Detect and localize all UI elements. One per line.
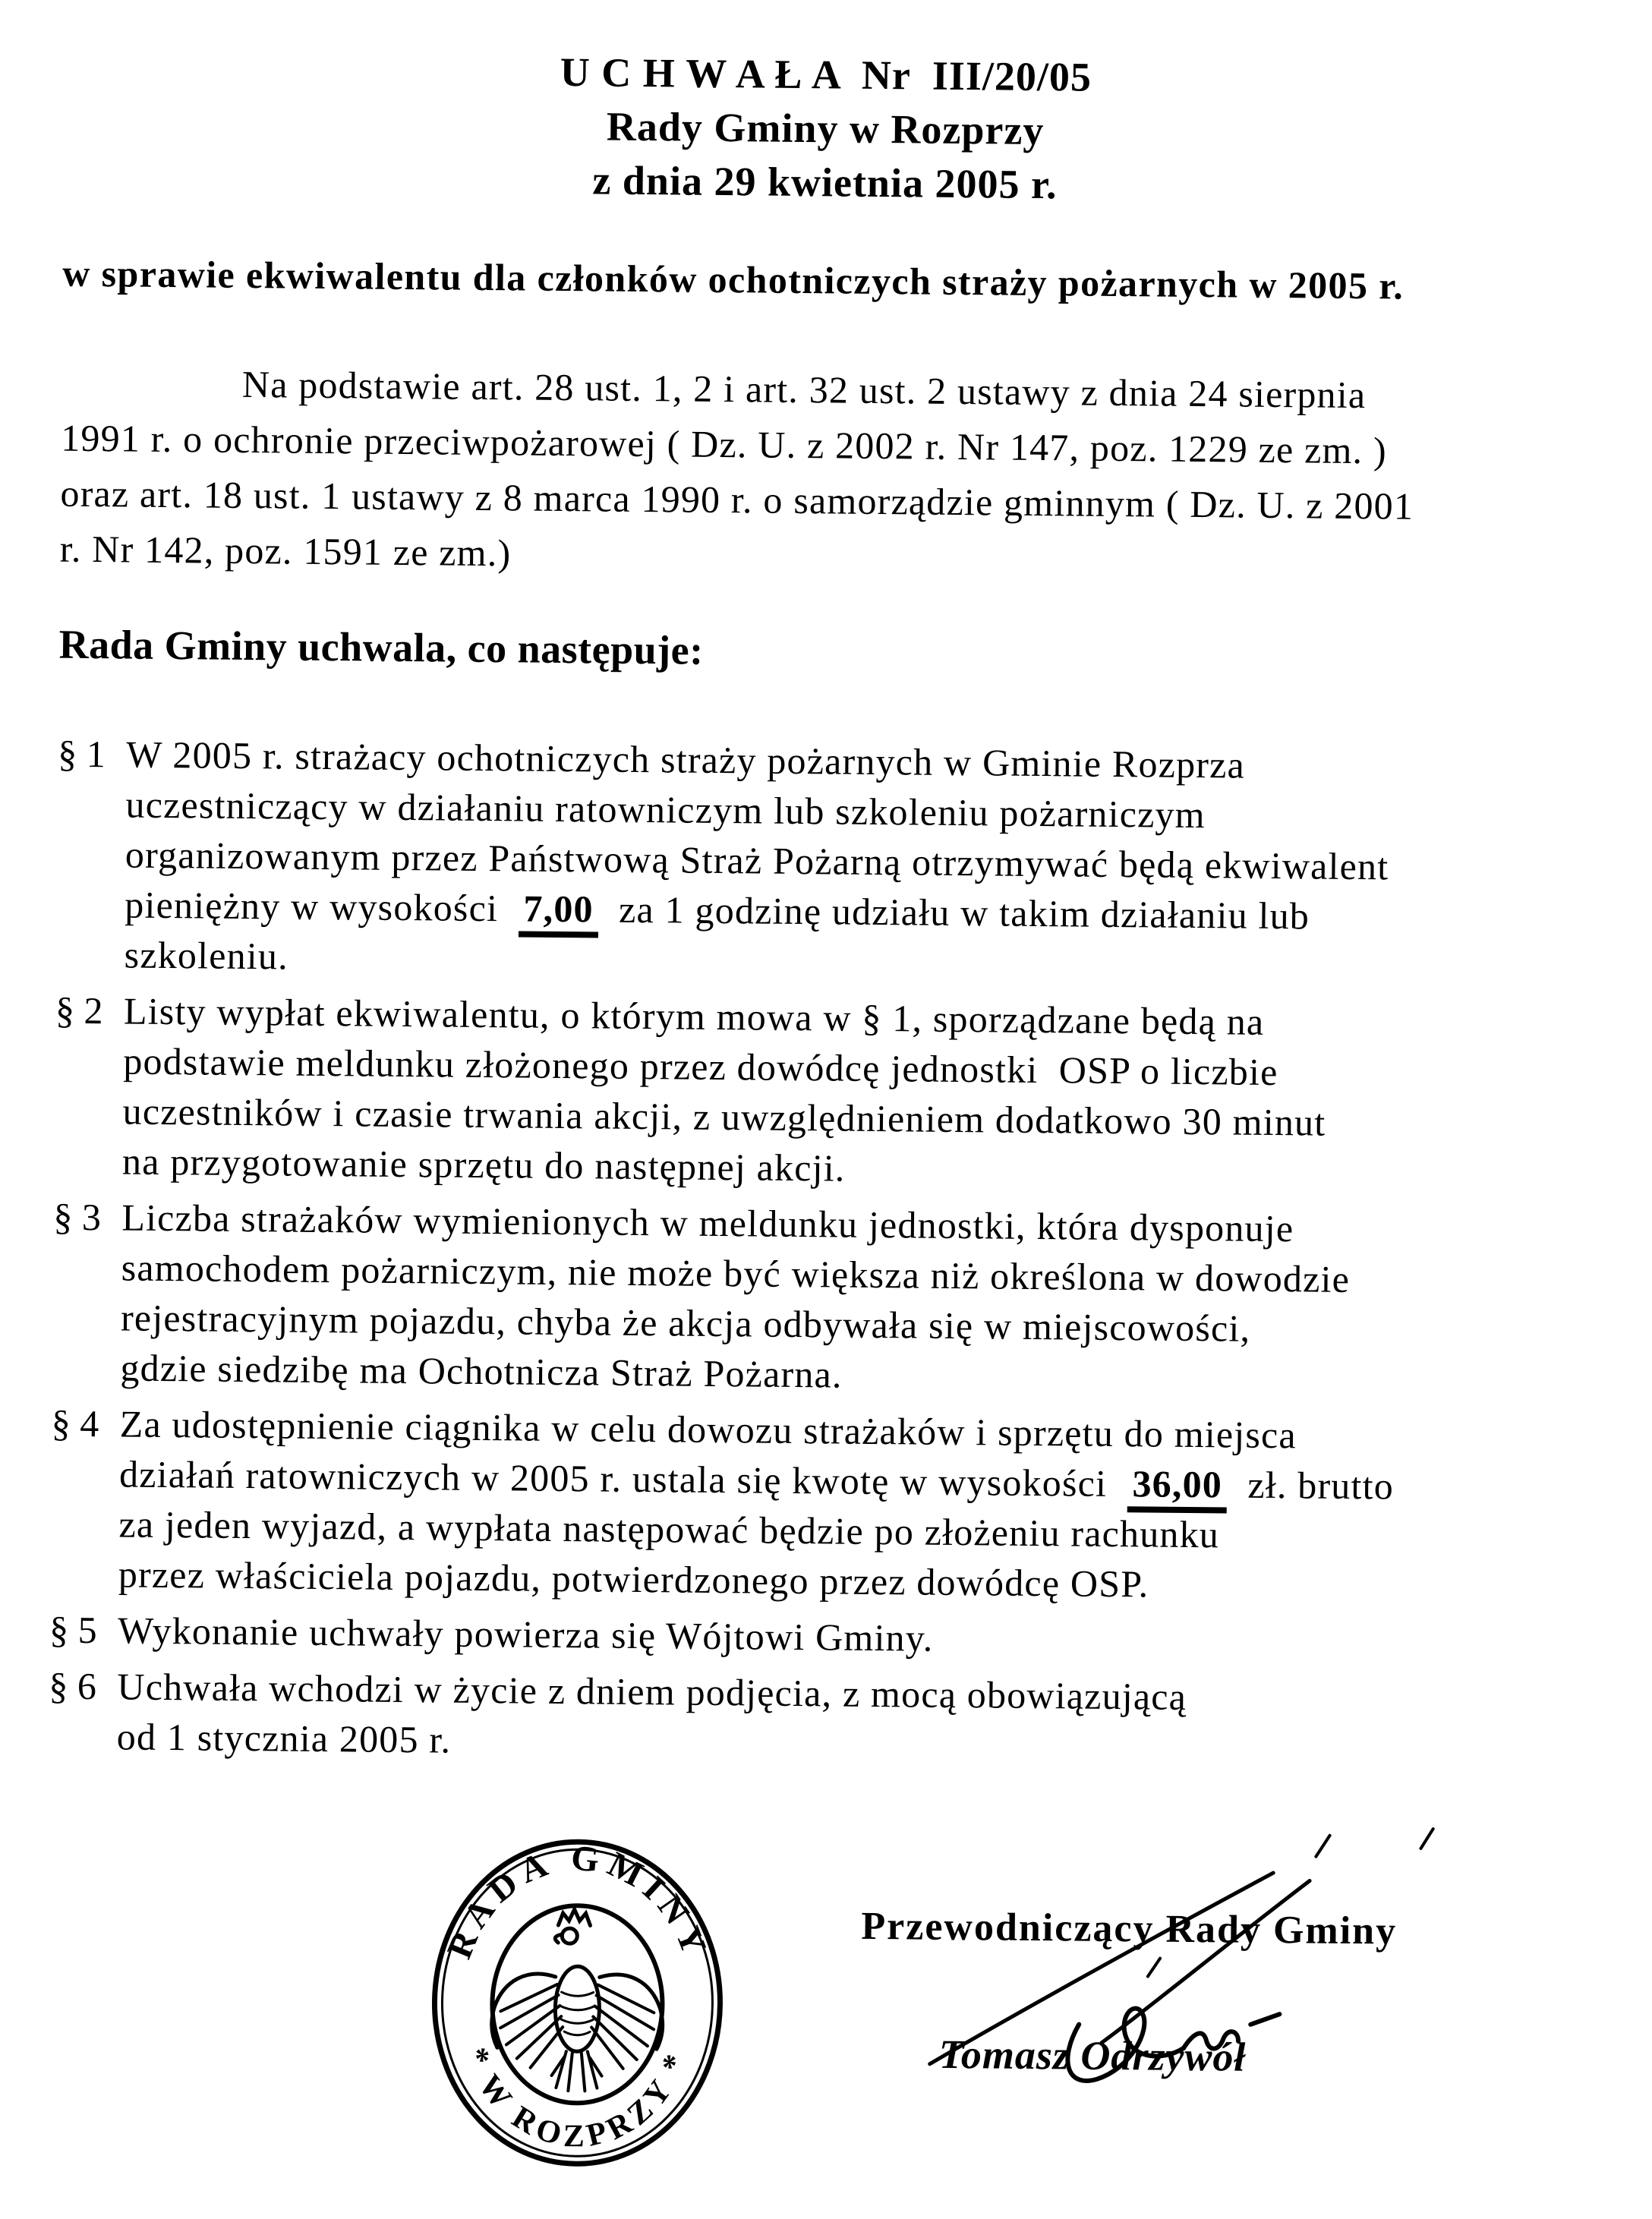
subject-line: w sprawie ekwiwalentu dla członków ochotniczych straży pożarnych w 2005 r. xyxy=(62,251,1405,307)
text-line: uczestników i czasie trwania akcji, z uwzględnieniem dodatkowo 30 minut xyxy=(122,1089,1326,1144)
text-line: Wykonanie uchwały powierza się Wójtowi Gminy. xyxy=(117,1609,934,1660)
text-line: oraz art. 18 ust. 1 ustawy z 8 marca 1990 r. o samorządzie gminnym ( Dz. U. z 2001 xyxy=(60,471,1414,528)
enacting-clause: Rada Gminy uchwala, co następuje: xyxy=(58,621,704,673)
text-line: za jeden wyjazd, a wypłata następować będzie po złożeniu rachunku xyxy=(118,1502,1220,1556)
official-seal-stamp-icon xyxy=(424,1831,730,2171)
text-line: gdzie siedzibę ma Ochotnicza Straż Pożarna. xyxy=(120,1346,843,1396)
section-marker: § 1 xyxy=(57,732,106,776)
tractor-rate-value: 36,00 xyxy=(1127,1462,1227,1513)
section-5 xyxy=(49,1605,1392,1668)
section-marker: § 2 xyxy=(55,988,103,1032)
hourly-rate-value: 7,00 xyxy=(519,887,598,938)
section-4 xyxy=(50,1398,1395,1612)
text-line: 1991 r. o ochronie przeciwpożarowej ( Dz. U. z 2002 r. Nr 147, poz. 1229 ze zm. ) xyxy=(60,416,1388,472)
section-1 xyxy=(55,729,1401,992)
legal-basis xyxy=(59,355,1414,590)
text-line: przez właściciela pojazdu, potwierdzonego przez dowódcę OSP. xyxy=(118,1552,1149,1606)
text-line: Listy wypłat ekwiwalentu, o którym mowa w § 1, sporządzane będą na xyxy=(123,989,1265,1043)
text-line: Uchwała wchodzi w życie z dniem podjęcia, z mocą obowiązującą xyxy=(117,1665,1187,1718)
section-marker: § 4 xyxy=(51,1401,99,1445)
text-line: podstawie meldunku złożonego przez dowódcę jednostki OSP o liczbie xyxy=(123,1039,1278,1094)
signatory-role: Przewodniczący Rady Gminy xyxy=(861,1904,1398,1953)
section-marker: § 3 xyxy=(53,1195,102,1239)
text-segment: działań ratowniczych w 2005 r. ustala się kwotę w wysokości xyxy=(118,1452,1128,1505)
seal-bottom-text: * W ROZPRZY * xyxy=(458,2043,695,2154)
text-line: uczestniczący w działaniu ratowniczym lub szkoleniu pożarniczym xyxy=(125,783,1206,837)
text-line: Za udostępnienie ciągnika w celu dowozu strażaków i sprzętu do miejsca xyxy=(119,1402,1297,1457)
text-line: Na podstawie art. 28 ust. 1, 2 i art. 32 ust. 2 ustawy z dnia 24 sierpnia xyxy=(241,362,1367,417)
text-line: na przygotowanie sprzętu do następnej akcji. xyxy=(121,1139,846,1190)
text-segment: zł. brutto xyxy=(1226,1463,1395,1508)
section-2 xyxy=(54,985,1398,1199)
text-line: rejestracyjnym pojazdu, chyba że akcja odbywała się w miejscowości, xyxy=(120,1296,1251,1350)
sections xyxy=(48,729,1401,1780)
text-line: od 1 stycznia 2005 r. xyxy=(116,1715,452,1761)
section-6 xyxy=(48,1661,1392,1774)
text-line: organizowanym przez Państwową Straż Pożarną otrzymywać będą ekwiwalent xyxy=(125,833,1389,888)
section-3 xyxy=(52,1192,1396,1405)
section-marker: § 6 xyxy=(49,1664,97,1708)
title-block xyxy=(0,40,1652,218)
issuing-body: Rady Gminy w Rozprzy xyxy=(606,103,1045,154)
seal-top-text: RADA GMINY xyxy=(440,1838,717,1966)
signatory-name: Tomasz Odrzywół xyxy=(938,2031,1247,2080)
resolution-number: U C H W A Ł A Nr III/20/05 xyxy=(560,49,1092,100)
text-line: szkoleniu. xyxy=(124,933,289,978)
section-marker: § 5 xyxy=(49,1608,97,1652)
text-segment: pieniężny w wysokości xyxy=(125,883,519,930)
resolution-date: z dnia 29 kwietnia 2005 r. xyxy=(592,157,1058,208)
svg-text:RADA GMINY xyxy=(440,1837,717,1967)
text-line: Liczba strażaków wymienionych w meldunku jednostki, która dysponuje xyxy=(121,1196,1294,1250)
text-line: W 2005 r. strażacy ochotniczych straży pożarnych w Gminie Rozprza xyxy=(125,733,1246,786)
text-line: r. Nr 142, poz. 1591 ze zm.) xyxy=(59,527,512,575)
svg-text:* W ROZPRZY * xyxy=(457,2043,695,2154)
text-line: samochodem pożarniczym, nie może być większa niż określona w dowodzie xyxy=(121,1246,1351,1300)
text-segment: za 1 godzinę udziału w takim działaniu lub xyxy=(597,887,1310,938)
